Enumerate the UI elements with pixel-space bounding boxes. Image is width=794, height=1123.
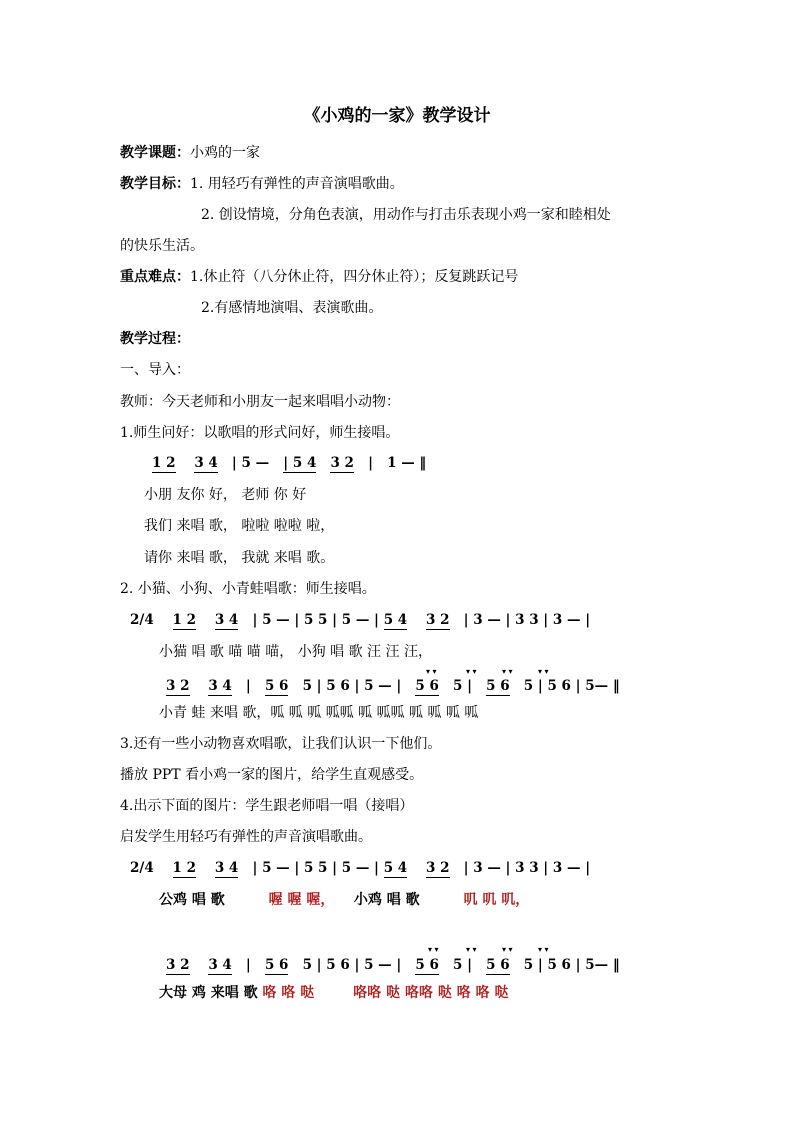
score3-notation-a [130, 862, 590, 876]
score1-note: | [368, 455, 373, 471]
score3-note: 3 2 [426, 860, 450, 876]
score2-note: 5 | 5 6 | 5— ‖ [523, 678, 620, 694]
process-label: 教学过程： [120, 331, 190, 347]
score1-note: 3 4 [194, 455, 218, 471]
score3-note: | [245, 957, 251, 973]
goal-label: 教学目标： [120, 176, 190, 192]
score3-note: | 5 — | 5 5 | 5 — | [252, 860, 379, 876]
score2-note: 5 4 [383, 612, 408, 628]
key-2: 2.有感情地演唱、表演歌曲。 [201, 300, 383, 316]
key-1: 1.休止符（八分休止符，四分休止符）；反复跳跃记号 [190, 269, 519, 285]
score3-note: 5 | 5 6 | 5 — | [302, 957, 402, 973]
score1-lyric-3: 请你 来唱 歌， 我就 来唱 歌。 [144, 550, 335, 566]
teacher-line: 教师：今天老师和小朋友一起来唱唱小动物： [120, 394, 400, 410]
score3-staccato-dots: ▾ ▾ [466, 945, 477, 954]
topic-text: 小鸡的一家 [190, 145, 260, 161]
score3-note: 3 4 [208, 957, 232, 973]
score3-staccato-dots: ▾ ▾ [538, 945, 549, 954]
lyric-rooster: 公鸡 唱 歌 [159, 892, 225, 908]
score3-note: 5 | [453, 957, 473, 973]
key-line-1 [120, 270, 518, 284]
score2-note: 5 | 5 6 | 5 — | [302, 678, 402, 694]
step-4: 4.出示下面的图片：学生跟老师唱一唱（接唱） [120, 798, 414, 814]
score3-meter: 2/4 [130, 860, 154, 876]
score1-note: 1 2 [152, 455, 176, 471]
score3-note: 5 6 [486, 957, 510, 973]
score2-note: | [245, 678, 251, 694]
page-title: 《小鸡的一家》教学设计 [303, 106, 491, 126]
score2-note: 3 4 [214, 612, 239, 628]
topic-line [120, 146, 260, 160]
score3-lyric-a [159, 893, 529, 907]
score2-staccato-dots: ▾ ▾ [426, 667, 437, 676]
lyric-hen-call-2: 咯咯 哒 咯咯 哒 咯 咯 哒 [353, 985, 509, 1001]
lyric-chick: 小鸡 唱 歌 [353, 892, 420, 908]
goal-2a: 2. 创设情境，分角色表演，用动作与打击乐表现小鸡一家和睦相处 [201, 207, 611, 223]
ppt-line: 播放 PPT 看小鸡一家的图片，给学生直观感受。 [120, 767, 424, 783]
score3-staccato-dots: ▾ ▾ [428, 945, 439, 954]
score2-lyric-a: 小猫 唱 歌 喵 喵 喵， 小狗 唱 歌 汪 汪 汪， [159, 644, 432, 660]
score2-note: 1 2 [172, 612, 197, 628]
score2-note: 5 6 [264, 678, 289, 694]
score2-notation-b [166, 680, 620, 694]
lyric-rooster-call: 喔 喔 喔， [268, 892, 335, 908]
goal-line-1 [120, 177, 404, 191]
goal-2b: 的快乐生活。 [120, 238, 204, 254]
score1-notation [152, 457, 426, 471]
score2-notation-a [130, 614, 590, 628]
lyric-chick-call: 叽 叽 叽， [463, 892, 530, 908]
key-label: 重点难点： [120, 269, 190, 285]
inspire-line: 启发学生用轻巧有弹性的声音演唱歌曲。 [120, 829, 372, 845]
score2-staccato-dots: ▾ ▾ [502, 667, 513, 676]
score3-note: 3 2 [166, 957, 190, 973]
score1-lyric-1: 小朋 友你 好， 老师 你 好 [144, 487, 307, 503]
score2-note: 3 2 [166, 678, 190, 694]
score3-note: 3 4 [214, 860, 239, 876]
score3-note: 5 6 [264, 957, 289, 973]
score3-lyric-b [159, 986, 509, 1000]
step-3: 3.还有一些小动物喜欢唱歌，让我们认识一下他们。 [120, 736, 442, 752]
score3-note: 1 2 [172, 860, 197, 876]
score1-note: | 5 4 [283, 455, 317, 471]
section-intro: 一、导入： [120, 362, 190, 378]
lyric-hen: 大母 鸡 来唱 歌 [159, 985, 258, 1001]
score2-note: 5 6 [486, 678, 510, 694]
score1-note: 1 — ‖ [387, 455, 427, 471]
score1-lyric-2: 我们 来唱 歌， 啦啦 啦啦 啦， [144, 518, 335, 534]
goal-1: 1. 用轻巧有弹性的声音演唱歌曲。 [190, 176, 404, 192]
topic-label: 教学课题： [120, 145, 190, 161]
score2-note: 3 4 [208, 678, 232, 694]
score3-note: 5 6 [415, 957, 439, 973]
score3-note: | 3 — | 3 3 | 3 — | [463, 860, 591, 876]
score2-note: 5 6 [415, 678, 439, 694]
score2-meter: 2/4 [130, 612, 154, 628]
score2-note: | 3 — | 3 3 | 3 — | [463, 612, 591, 628]
score3-note: 5 | 5 6 | 5— ‖ [523, 957, 620, 973]
score2-note: 5 | [453, 678, 473, 694]
score3-note: 5 4 [383, 860, 408, 876]
score2-staccato-dots: ▾ ▾ [466, 667, 477, 676]
score2-staccato-dots: ▾ ▾ [538, 667, 549, 676]
score2-note: 3 2 [426, 612, 450, 628]
score3-notation-b [166, 959, 620, 973]
score2-note: | 5 — | 5 5 | 5 — | [252, 612, 379, 628]
lyric-hen-call-1: 咯 咯 哒 [262, 985, 315, 1001]
score2-lyric-b: 小青 蛙 来唱 歌，呱 呱 呱 呱呱 呱 呱呱 呱 呱 呱 呱 [159, 705, 479, 721]
score1-note: | 5 — [231, 455, 270, 471]
score3-staccato-dots: ▾ ▾ [502, 945, 513, 954]
score1-note: 3 2 [330, 455, 354, 471]
step-1: 1.师生问好：以歌唱的形式问好，师生接唱。 [120, 425, 400, 441]
step-2: 2. 小猫、小狗、小青蛙唱歌：师生接唱。 [120, 581, 376, 597]
